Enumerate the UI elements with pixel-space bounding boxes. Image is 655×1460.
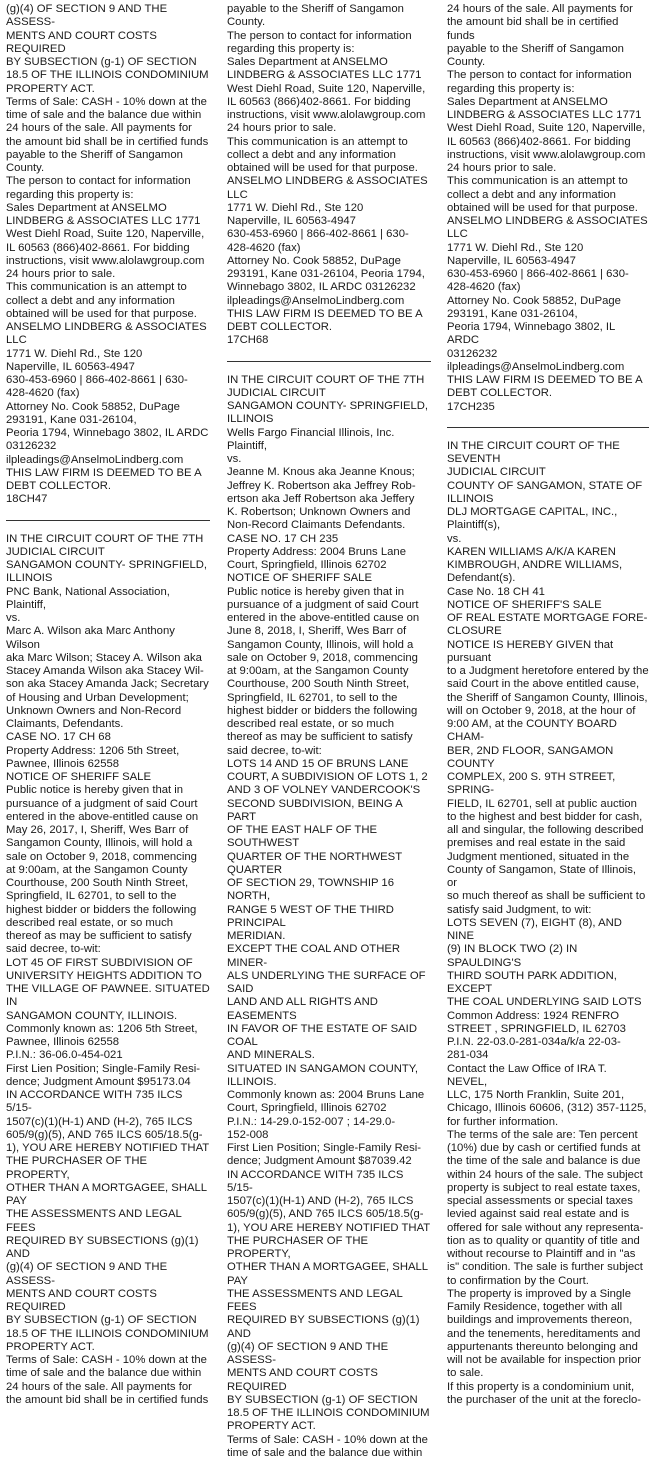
notice-paragraph: Terms of Sale: CASH - 10% down at the time of sale and the balance due within 24 hours of the sale. All payments for the amount bid shall be in certified funds payable to the Sheriff of Sangamon County. [6, 96, 210, 176]
notice-17ch68 [6, 533, 210, 1408]
notice-17ch235 [227, 374, 431, 1460]
notice-continuation-18ch47 [6, 3, 210, 507]
notice-divider [227, 361, 431, 362]
notice-paragraph: IN THE CIRCUIT COURT OF THE 7TH JUDICIAL CIRCUIT SANGAMON COUNTY- SPRINGFIELD, ILLINOIS Wells Fargo Financial Illinois, Inc. Plaintiff, vs. Jeanne M. Knous aka Jeanne Knous; Jeffrey K. Robertson aka Jeffrey Rob- ertson aka Jeff Robertson aka Jeffery K. Robertson; Unknown Owners and Non-Record Claimants Defendants. CASE NO. 17 CH 235 Property Address: 2004 Bruns Lane Court, Springfield, Illinois 62702 NOTICE OF SHERIFF SALE Public notice is hereby given that in pursuance of a judgment of said Court entered in the above-entitled cause on June 8, 2018, I, Sheriff, Wes Barr of Sangamon County, Illinois, will hold a sale on October 9, 2018, commencing at 9:00am, at the Sangamon County Courthouse, 200 South Ninth Street, Springfield, IL 62701, to sell to the highest bidder or bidders the following described real estate, or so much thereof as may be sufficient to satisfy said decree, to-wit: LOTS 14 AND 15 OF BRUNS LANE COURT, A SUBDIVISION OF LOTS 1, 2 AND 3 OF VOLNEY VANDERCOOK'S SECOND SUBDIVISION, BEING A PART OF THE EAST HALF OF THE SOUTHWEST QUARTER OF THE NORTHWEST QUARTER OF SECTION 29, TOWNSHIP 16 NORTH, RANGE 5 WEST OF THE THIRD PRINCIPAL MERIDIAN. EXCEPT THE COAL AND OTHER MINER- ALS UNDERLYING THE SURFACE OF SAID LAND AND ALL RIGHTS AND EASEMENTS IN FAVOR OF THE ESTATE OF SAID COAL AND MINERALS. SITUATED IN SANGAMON COUNTY, ILLINOIS. Commonly known as: 2004 Bruns Lane Court, Springfield, Illinois 62702 P.I.N.: 14-29.0-152-007 ; 14-29.0- 152-008 First Lien Position; Single-Family Resi- dence; Judgment Amount $87039.42 IN ACCORDANCE WITH 735 ILCS 5/15- 1507(c)(1)(H-1) AND (H-2), 765 ILCS 605/9(g)(5), AND 765 ILCS 605/18.5(g- 1), YOU ARE HEREBY NOTIFIED THAT THE PURCHASER OF THE PROPERTY, OTHER THAN A MORTGAGEE, SHALL PAY THE ASSESSMENTS AND LEGAL FEES REQUIRED BY SUBSECTIONS (g)(1) AND (g)(4) OF SECTION 9 AND THE ASSESS- MENTS AND COURT COSTS REQUIRED BY SUBSECTION (g-1) OF SECTION 18.5 OF THE ILLINOIS CONDOMINIUM PROPERTY ACT. Terms of Sale: CASH - 10% down at the time of sale and the balance due within [227, 374, 431, 1460]
notice-paragraph: The person to contact for information regarding this property is: Sales Department at ANSELMO LINDBERG & ASSOCIATES LLC 1771 West Diehl Road, Suite 120, Naperville, IL 60563 (866)402-8661. For bidding instructions, visit www.alolawgroup.com 24 hours prior to sale. [447, 69, 649, 175]
notice-paragraph: IN THE CIRCUIT COURT OF THE 7TH JUDICIAL CIRCUIT SANGAMON COUNTY- SPRINGFIELD, ILLINOIS PNC Bank, National Association, Plaintiff, vs. Marc A. Wilson aka Marc Anthony Wilson aka Marc Wilson; Stacey A. Wilson aka Stacey Amanda Wilson aka Stacey Wil- son aka Stacey Amanda Jack; Secretary of Housing and Urban Development; Unknown Owners and Non-Record Claimants, Defendants. CASE NO. 17 CH 68 Property Address: 1206 5th Street, Pawnee, Illinois 62558 NOTICE OF SHERIFF SALE Public notice is hereby given that in pursuance of a judgment of said Court entered in the above-entitled cause on May 26, 2017, I, Sheriff, Wes Barr of Sangamon County, Illinois, will hold a sale on October 9, 2018, commencing at 9:00am, at the Sangamon County Courthouse, 200 South Ninth Street, Springfield, IL 62701, to sell to the highest bidder or bidders the following described real estate, or so much thereof as may be sufficient to satisfy said decree, to-wit: LOT 45 OF FIRST SUBDIVISION OF UNIVERSITY HEIGHTS ADDITION TO THE VILLAGE OF PAWNEE. SITUATED IN SANGAMON COUNTY, ILLINOIS. Commonly known as: 1206 5th Street, Pawnee, Illinois 62558 P.I.N.: 36-06.0-454-021 First Lien Position; Single-Family Resi- dence; Judgment Amount $95173.04 IN ACCORDANCE WITH 735 ILCS 5/15- 1507(c)(1)(H-1) AND (H-2), 765 ILCS 605/9(g)(5), AND 765 ILCS 605/18.5(g- 1), YOU ARE HEREBY NOTIFIED THAT THE PURCHASER OF THE PROPERTY, OTHER THAN A MORTGAGEE, SHALL PAY THE ASSESSMENTS AND LEGAL FEES REQUIRED BY SUBSECTIONS (g)(1) AND (g)(4) OF SECTION 9 AND THE ASSESS- MENTS AND COURT COSTS REQUIRED BY SUBSECTION (g-1) OF SECTION 18.5 OF THE ILLINOIS CONDOMINIUM PROPERTY ACT. Terms of Sale: CASH - 10% down at the time of sale and the balance due within 24 hours of the sale. All payments for the amount bid shall be in certified funds [6, 533, 210, 1408]
column-3 [447, 3, 649, 1353]
notice-paragraph: 24 hours of the sale. All payments for the amount bid shall be in certified funds payable to the Sheriff of Sangamon County. [447, 3, 649, 69]
column-1 [6, 3, 210, 1353]
notice-continuation-17ch235 [447, 3, 649, 414]
notice-divider [6, 520, 210, 521]
notice-divider [447, 427, 649, 428]
notice-paragraph: The person to contact for information regarding this property is: Sales Department at ANSELMO LINDBERG & ASSOCIATES LLC 1771 West Diehl Road, Suite 120, Naperville, IL 60563 (866)402-8661. For bidding instructions, visit www.alolawgroup.com 24 hours prior to sale. [227, 30, 431, 136]
notice-paragraph: payable to the Sheriff of Sangamon County. [227, 3, 431, 30]
notice-paragraph: This communication is an attempt to collect a debt and any information obtained will be used for that purpose. ANSELMO LINDBERG & ASSOCIATES LLC 1771 W. Diehl Rd., Ste 120 Naperville, IL 60563-4947 630-453-6960 | 866-402-8661 | 630- 428-4620 (fax) Attorney No. Cook 58852, DuPage 293191, Kane 031-26104, Peoria 1794, Winnebago 3802, IL ARDC 03126232 ilpleadings@AnselmoLindberg.com THIS LAW FIRM IS DEEMED TO BE A DEBT COLLECTOR. 17CH68 [227, 136, 431, 348]
notice-paragraph: The person to contact for information regarding this property is: Sales Department at ANSELMO LINDBERG & ASSOCIATES LLC 1771 West Diehl Road, Suite 120, Naperville, IL 60563 (866)402-8661. For bidding instructions, visit www.alolawgroup.com 24 hours prior to sale. [6, 175, 210, 281]
notice-paragraph: This communication is an attempt to collect a debt and any information obtained will be used for that purpose. ANSELMO LINDBERG & ASSOCIATES LLC 1771 W. Diehl Rd., Ste 120 Naperville, IL 60563-4947 630-453-6960 | 866-402-8661 | 630- 428-4620 (fax) Attorney No. Cook 58852, DuPage 293191, Kane 031-26104, Peoria 1794, Winnebago 3802, IL ARDC 03126232 ilpleadings@AnselmoLindberg.com THIS LAW FIRM IS DEEMED TO BE A DEBT COLLECTOR. 18CH47 [6, 281, 210, 506]
column-2 [227, 3, 431, 1353]
notice-18ch41 [447, 440, 649, 1407]
notice-continuation-17ch68 [227, 3, 431, 348]
notice-paragraph: This communication is an attempt to collect a debt and any information obtained will be used for that purpose. ANSELMO LINDBERG & ASSOCIATES LLC 1771 W. Diehl Rd., Ste 120 Naperville, IL 60563-4947 630-453-6960 | 866-402-8661 | 630- 428-4620 (fax) Attorney No. Cook 58852, DuPage 293191, Kane 031-26104, Peoria 1794, Winnebago 3802, IL ARDC 03126232 ilpleadings@AnselmoLindberg.com THIS LAW FIRM IS DEEMED TO BE A DEBT COLLECTOR. 17CH235 [447, 175, 649, 414]
notice-paragraph: IN THE CIRCUIT COURT OF THE SEVENTH JUDICIAL CIRCUIT COUNTY OF SANGAMON, STATE OF ILLINOIS DLJ MORTGAGE CAPITAL, INC., Plaintiff(s), vs. KAREN WILLIAMS A/K/A KAREN KIMBROUGH, ANDRE WILLIAMS, Defendant(s). Case No. 18 CH 41 NOTICE OF SHERIFF'S SALE OF REAL ESTATE MORTGAGE FORE- CLOSURE NOTICE IS HEREBY GIVEN that pursuant to a Judgment heretofore entered by the said Court in the above entitled cause, the Sheriff of Sangamon County, Illinois, will on October 9, 2018, at the hour of 9:00 AM, at the COUNTY BOARD CHAM- BER, 2ND FLOOR, SANGAMON COUNTY COMPLEX, 200 S. 9TH STREET, SPRING- FIELD, IL 62701, sell at public auction to the highest and best bidder for cash, all and singular, the following described premises and real estate in the said Judgment mentioned, situated in the County of Sangamon, State of Illinois, or so much thereof as shall be sufficient to satisfy said Judgment, to wit: LOTS SEVEN (7), EIGHT (8), AND NINE (9) IN BLOCK TWO (2) IN SPAULDING'S THIRD SOUTH PARK ADDITION, EXCEPT THE COAL UNDERLYING SAID LOTS Common Address: 1924 RENFRO STREET , SPRINGFIELD, IL 62703 P.I.N. 22-03.0-281-034a/k/a 22-03- 281-034 Contact the Law Office of IRA T. NEVEL, LLC, 175 North Franklin, Suite 201, Chicago, Illinois 60606, (312) 357-1125, for further information. The terms of the sale are: Ten percent (10%) due by cash or certified funds at the time of the sale and balance is due within 24 hours of the sale. The subject property is subject to real estate taxes, special assessments or special taxes levied against said real estate and is offered for sale without any representa- tion as to quality or quantity of title and without recourse to Plaintiff and in "as is" condition. The sale is further subject to confirmation by the Court. The property is improved by a Single Family Residence, together with all buildings and improvements thereon, and the tenements, hereditaments and appurtenants thereunto belonging and will not be available for inspection prior to sale. If this property is a condominium unit, the purchaser of the unit at the foreclo- [447, 440, 649, 1407]
notice-paragraph: (g)(4) OF SECTION 9 AND THE ASSESS- MENTS AND COURT COSTS REQUIRED BY SUBSECTION (g-1) OF SECTION 18.5 OF THE ILLINOIS CONDOMINIUM PROPERTY ACT. [6, 3, 210, 96]
